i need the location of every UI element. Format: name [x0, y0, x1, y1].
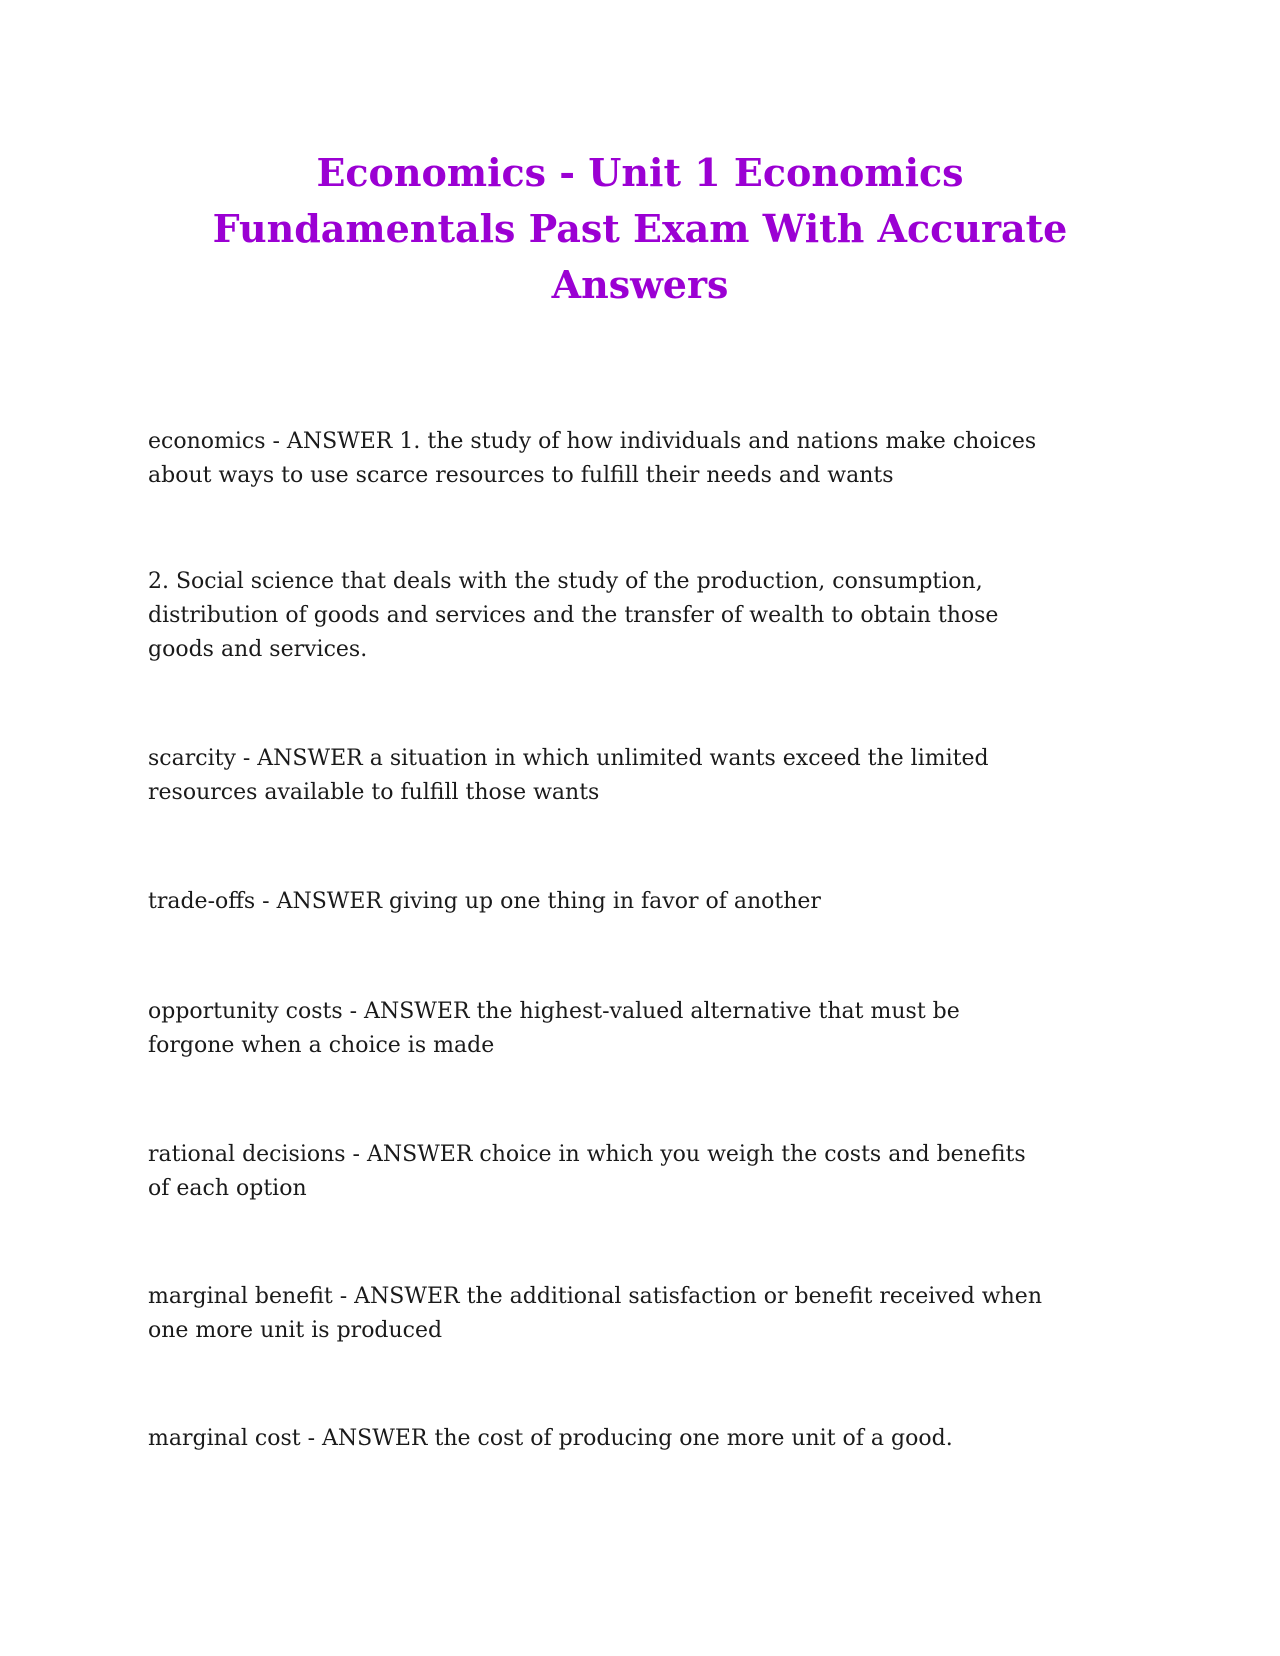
entry-line: rational decisions - ANSWER choice in which you weigh the costs and benefits [148, 1142, 1026, 1167]
entry-opportunity-costs [148, 995, 1148, 1063]
entry-marginal-cost [148, 1422, 1148, 1456]
entry-line: scarcity - ANSWER a situation in which unlimited wants exceed the limited [148, 746, 989, 771]
title-line-2: Fundamentals Past Exam With Accurate [212, 206, 1068, 251]
entry-economics [148, 425, 1148, 493]
entry-line: goods and services. [148, 637, 368, 662]
entry-scarcity [148, 742, 1148, 810]
title-line-1: Economics - Unit 1 Economics [316, 150, 964, 195]
entry-social-science [148, 565, 1148, 667]
entry-line: trade-offs - ANSWER giving up one thing in favor of another [148, 889, 821, 914]
entry-line: resources available to fulfill those wants [148, 780, 600, 805]
entry-line: economics - ANSWER 1. the study of how individuals and nations make choices [148, 429, 1037, 454]
entry-line: one more unit is produced [148, 1318, 443, 1343]
entry-marginal-benefit [148, 1280, 1148, 1348]
document-title [140, 145, 1140, 313]
entry-line: marginal cost - ANSWER the cost of producing one more unit of a good. [148, 1426, 953, 1451]
entry-rational-decisions [148, 1138, 1148, 1206]
entry-line: opportunity costs - ANSWER the highest-valued alternative that must be [148, 999, 960, 1024]
title-line-3: Answers [551, 262, 729, 307]
entry-line: 2. Social science that deals with the study of the production, consumption, [148, 569, 983, 594]
entry-line: of each option [148, 1176, 307, 1201]
entry-line: distribution of goods and services and the transfer of wealth to obtain those [148, 603, 999, 628]
entry-line: forgone when a choice is made [148, 1033, 495, 1058]
entry-line: about ways to use scarce resources to fulfill their needs and wants [148, 463, 894, 488]
entry-trade-offs [148, 885, 1148, 919]
entry-line: marginal benefit - ANSWER the additional satisfaction or benefit received when [148, 1284, 1042, 1309]
